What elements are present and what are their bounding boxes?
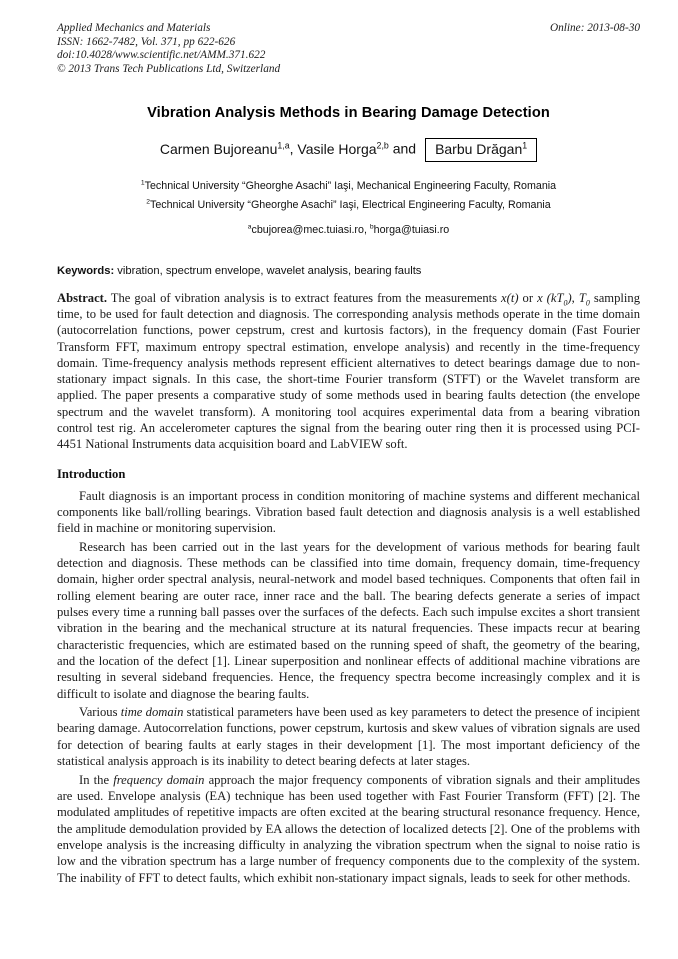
abstract-part3: ,: [571, 290, 579, 305]
journal-doi: doi:10.4028/www.scientific.net/AMM.371.622: [57, 49, 266, 62]
author-list: [57, 138, 640, 162]
abstract-math-xkt-sub: 0: [563, 298, 568, 308]
email-b[interactable]: horga@tuiasi.ro: [373, 223, 450, 236]
page-title: Vibration Analysis Methods in Bearing Damage Detection: [147, 105, 550, 121]
abstract-math-t0-sub: 0: [585, 298, 590, 308]
journal-issn: ISSN: 1662-7482, Vol. 371, pp 622-626: [57, 35, 236, 48]
abstract-paragraph: [57, 290, 640, 453]
intro-paragraph-4: [57, 772, 640, 886]
abstract-math-xt: x(t): [501, 290, 519, 305]
journal-name: Applied Mechanics and Materials: [57, 22, 211, 34]
author-2-affil-marker: 2,b: [376, 139, 389, 150]
intro-paragraph-3: [57, 704, 640, 769]
intro-p3-a: Various: [79, 705, 121, 720]
intro-p3-emphasis: time domain: [120, 705, 184, 720]
affiliation-2: [57, 196, 640, 215]
abstract-math-t0-a: T: [578, 290, 586, 305]
abstract-part2: or: [518, 290, 538, 305]
intro-p3-b: statistical parameters have been used as key parameters to detect the presence of incipient bearing damage. Autocorrelation functions, power cepstrum, kurtosis and skew values of vibration signals are used for detection of bearing faults at early stages in their development [1]. The most important deficiency of the statistical analysis approach is its inability to detect bearing defects at later stages.: [57, 705, 640, 769]
intro-p4-emphasis: frequency domain: [113, 772, 205, 787]
abstract-part4: sampling time, to be used for fault detection and diagnosis. The corresponding analysis methods operate in the time domain (autocorrelation functions, power cepstrum, crest and kurtosis factors), in the frequency domain (Fast Fourier Transform FFT, maximum entropy spectral estimation, envelope analysis) and recently in the time-frequency domain. Time-frequency analysis methods represent efficient alternatives to detect bearings damage due to non-stationary impact signals. In this case, the short-time Fourier transform (STFT) or the Wavelet transform are applied. The paper presents a comparative study of some methods used in bearing faults detection (the envelope spectrum and the wavelet transform). A monitoring tool acquires experimental data from a bearing vibration control test rig. An accelerometer captures the signal from the bearing outer ring then it is processed using PCI-4451 National Instruments data acquisition board and LabVIEW soft.: [57, 290, 640, 452]
author-3-name: Barbu Drăgan: [435, 141, 523, 157]
abstract-math-t0: [578, 290, 590, 308]
affiliation-2-marker: 2: [146, 198, 150, 206]
affiliation-2-text: Technical University “Gheorghe Asachi” Iaşi, Electrical Engineering Faculty, Romania: [149, 198, 551, 211]
intro-paragraph-2: Research has been carried out in the last years for the development of various methods for bearing fault detection and diagnosis. These methods can be classified into time domain, frequency domain, time-frequency domain, higher order spectral analysis, neural-network and model based techniques. Components that often fail in rolling element bearing are outer race, inner race and the ball. The bearing defects generate a series of impact pulses every time a running ball passes over the surfaces of the defects. Each such impulse excites a short transient vibration in the bearing and the mechanical structure at its natural frequencies. These impacts recur at bearing characteristic frequencies, which are estimated based on the running speed of shaft, the geometry of the bearing, and the location of the defect [1]. Linear superposition and nonlinear effects of additional machine vibrations are resulting in several sideband frequencies. Hence, the frequency spectra become increasingly complex and it is difficult to isolate and diagnose the bearing faults.: [57, 539, 640, 701]
keywords-label: Keywords:: [57, 264, 115, 277]
author-3-affil-marker: 1: [522, 140, 528, 151]
journal-header: [57, 22, 640, 80]
abstract-math-xkt-a: x (kT: [537, 290, 564, 305]
author-3-boxed: [425, 138, 537, 162]
author-conjunction: and: [388, 140, 417, 157]
intro-p4-b: approach the major frequency components of vibration signals and their amplitudes are used. Envelope analysis (EA) technique has been used together with Fast Fourier Transform (FFT) [2]. The modulated amplitudes of repetitive impacts are often excited at the bearing structural resonance frequency. Hence, the amplitude demodulation provided by EA allows the detection of localized detects [2]. One of the problems with envelope analysis is the increasing difficulty in analyzing the vibration spectrum when the signal to noise ratio is low and the vibration spectrum has a large number of frequency components due to the complexity of the system. The inability of FFT to detect faults, which exhibit non-stationary impact signals, leads to seek for other methods.: [57, 772, 640, 885]
affiliation-1-text: Technical University “Gheorghe Asachi” Iaşi, Mechanical Engineering Faculty, Romania: [144, 179, 557, 192]
email-b-marker: b: [369, 223, 374, 231]
abstract-part1: The goal of vibration analysis is to extract features from the measurements: [107, 290, 502, 305]
affiliation-1: [57, 177, 640, 196]
intro-paragraph-1: Fault diagnosis is an important process in condition monitoring of machine systems and different mechanical components like ball/rolling bearings. Vibration based fault detection and diagnosis analysis is a well established field in machine or monitoring supervision.: [57, 488, 640, 536]
email-separator: ,: [363, 223, 370, 236]
keywords-line: [57, 265, 640, 277]
journal-copyright: © 2013 Trans Tech Publications Ltd, Switzerland: [57, 62, 281, 75]
email-a-marker: a: [247, 223, 252, 231]
affiliation-list: [57, 177, 640, 215]
online-date: Online: 2013-08-30: [549, 22, 640, 34]
abstract-math-xkt: [537, 290, 572, 308]
intro-p4-a: In the: [79, 772, 114, 787]
author-1: [160, 141, 290, 157]
email-a[interactable]: cbujorea@mec.tuiasi.ro: [251, 223, 364, 236]
abstract-label: Abstract.: [57, 290, 108, 305]
author-1-affil-marker: 1,a: [277, 139, 290, 150]
author-2-name: Vasile Horga: [297, 140, 377, 157]
keywords-value: vibration, spectrum envelope, wavelet analysis, bearing faults: [114, 264, 422, 277]
section-heading-introduction: Introduction: [57, 466, 126, 481]
email-line: [57, 224, 640, 236]
author-separator-1: ,: [289, 140, 298, 157]
author-1-name: Carmen Bujoreanu: [159, 140, 278, 157]
author-2: [297, 141, 388, 157]
abstract-math-xkt-b: ): [567, 290, 572, 305]
affiliation-1-marker: 1: [140, 179, 145, 187]
